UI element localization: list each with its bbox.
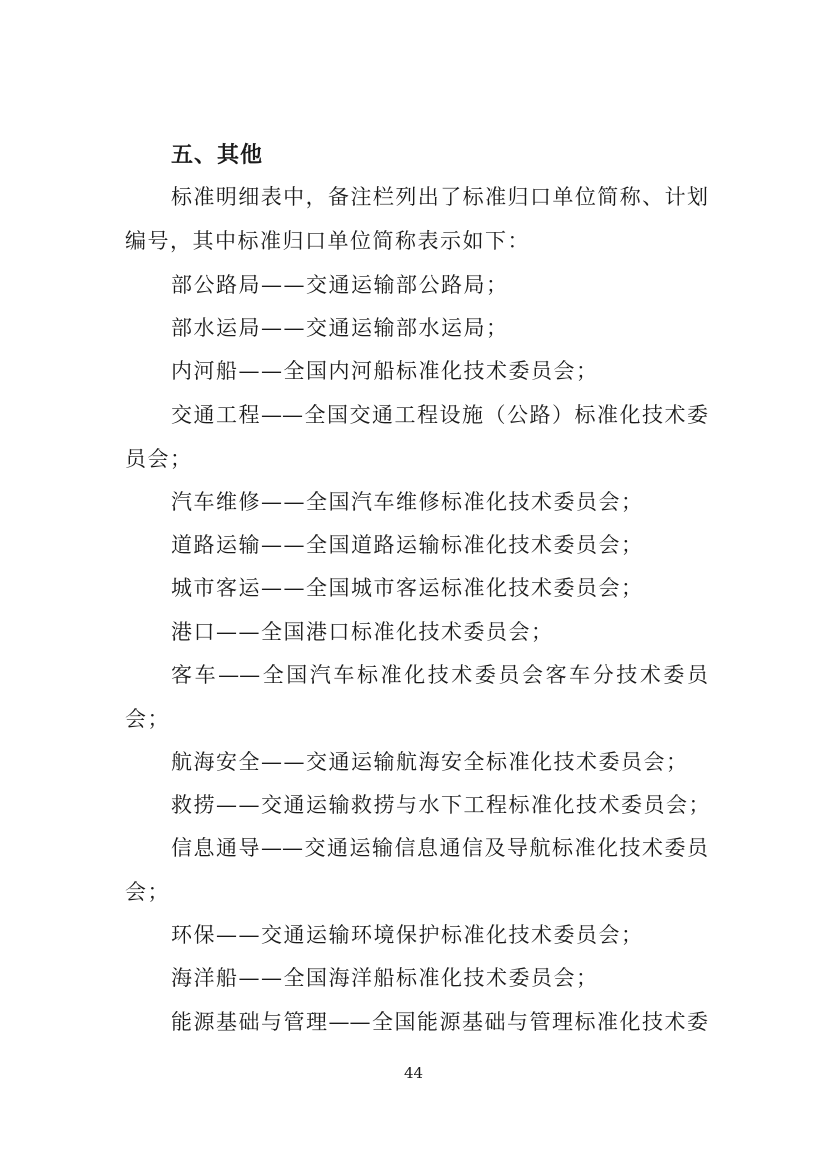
abbreviation-entry: 救捞——交通运输救捞与水下工程标准化技术委员会； (171, 793, 711, 817)
abbreviation-entry: 海洋船——全国海洋船标准化技术委员会； (171, 966, 599, 990)
abbreviation-entry-continuation: 员会； (125, 447, 193, 471)
abbreviation-entry: 航海安全——交通运输航海安全标准化技术委员会； (171, 750, 689, 774)
abbreviation-entry: 部公路局——交通运输部公路局； (171, 273, 509, 297)
abbreviation-entry: 能源基础与管理——全国能源基础与管理标准化技术委 (171, 1010, 708, 1034)
intro-paragraph-line-2: 编号，其中标准归口单位简称表示如下： (125, 229, 530, 253)
intro-paragraph-line-1: 标准明细表中，备注栏列出了标准归口单位简称、计划 (171, 185, 708, 209)
abbreviation-entry-continuation: 会； (125, 880, 170, 904)
abbreviation-entry: 道路运输——全国道路运输标准化技术委员会； (171, 533, 644, 557)
abbreviation-entry: 汽车维修——全国汽车维修标准化技术委员会； (171, 490, 644, 514)
abbreviation-entry-continuation: 会； (125, 707, 170, 731)
abbreviation-entry: 信息通导——交通运输信息通信及导航标准化技术委员 (171, 836, 708, 860)
abbreviation-entry: 港口——全国港口标准化技术委员会； (171, 620, 554, 644)
abbreviation-entry: 客车——全国汽车标准化技术委员会客车分技术委员 (171, 663, 708, 687)
abbreviation-entry: 内河船——全国内河船标准化技术委员会； (171, 359, 599, 383)
page-number: 44 (403, 1064, 424, 1082)
section-heading: 五、其他 (171, 143, 264, 168)
abbreviation-entry: 交通工程——全国交通工程设施（公路）标准化技术委 (171, 403, 708, 427)
abbreviation-entry: 部水运局——交通运输部水运局； (171, 316, 509, 340)
abbreviation-entry: 城市客运——全国城市客运标准化技术委员会； (171, 576, 644, 600)
abbreviation-entry: 环保——交通运输环境保护标准化技术委员会； (171, 923, 644, 947)
